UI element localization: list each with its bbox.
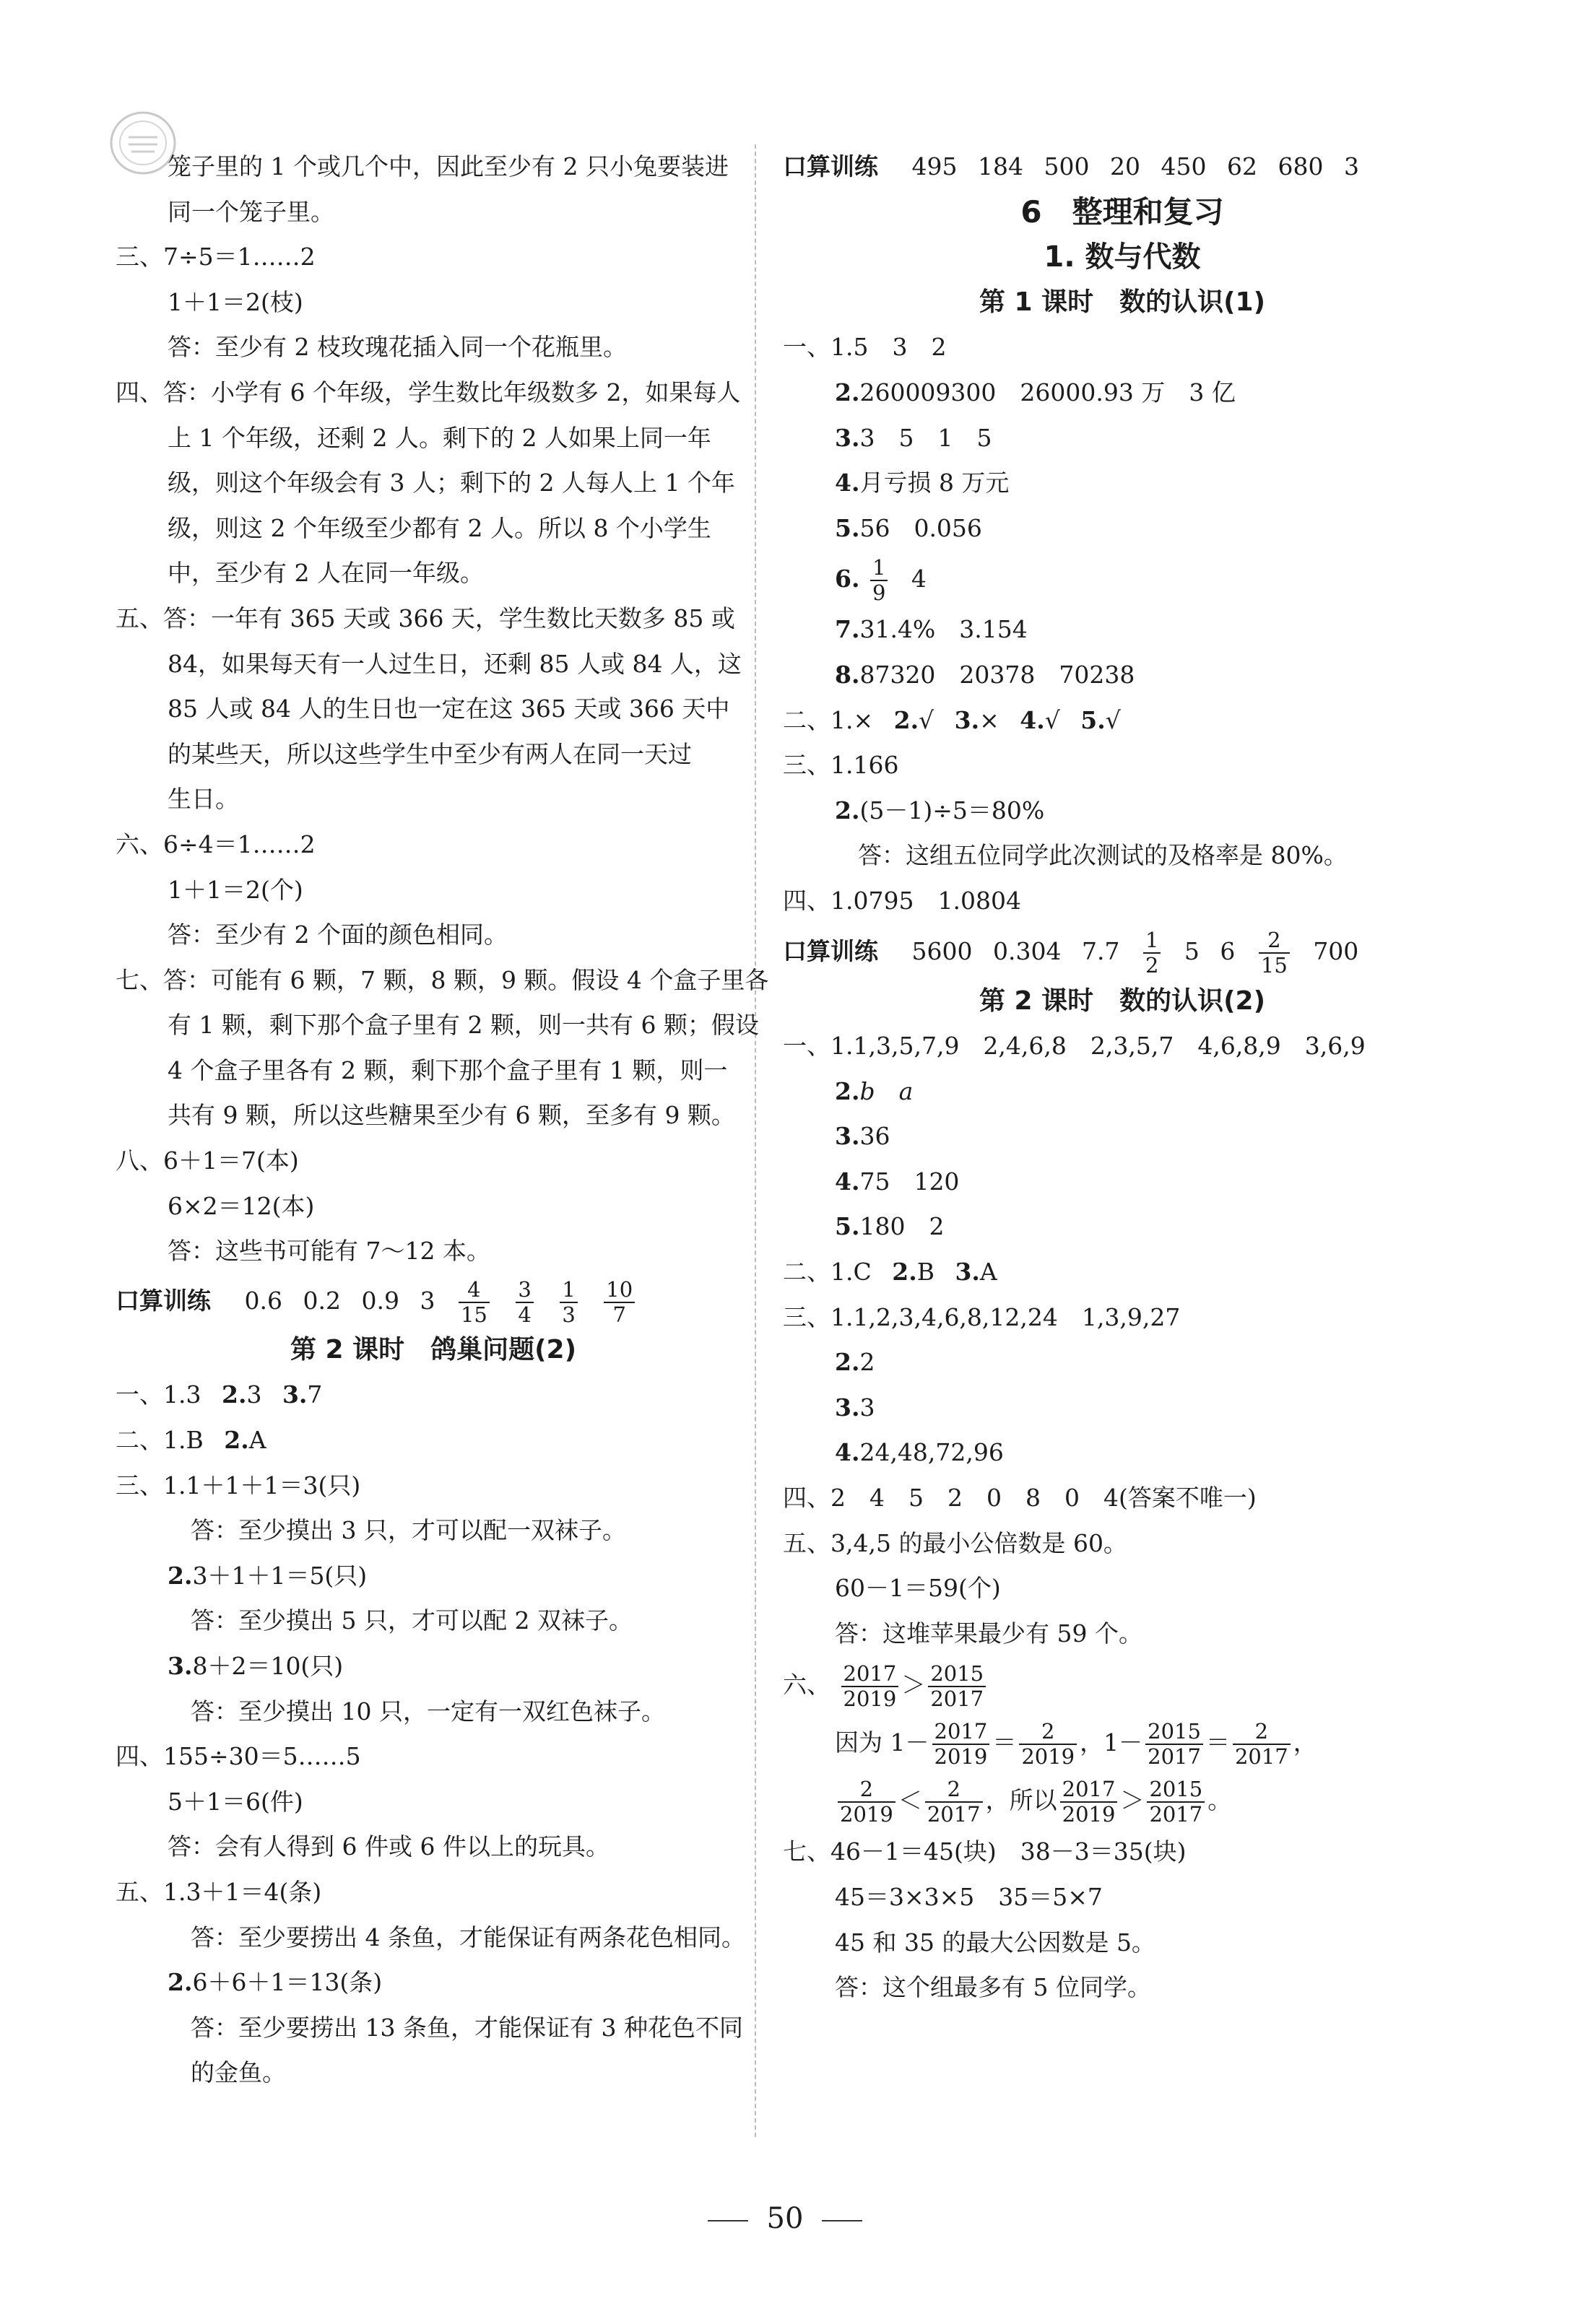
lesson-heading: 第 1 课时 数的认识(1)	[979, 287, 1266, 317]
oral-training-label: 口算训练	[783, 936, 878, 965]
answer-line: 共有 9 颗，所以这些糖果至少有 6 颗，至多有 9 颗。	[168, 1101, 735, 1130]
answer-line: 同一个笼子里。	[168, 197, 334, 226]
answer-line: 级，则这 2 个年级至少都有 2 人。所以 8 个小学生	[168, 513, 711, 542]
fraction: $\frac{10}{7}$	[604, 1279, 635, 1326]
answer-line: 答：会有人得到 6 件或 6 件以上的玩具。	[168, 1832, 610, 1861]
answer-line: 四、答：小学有 6 个年级，学生数比年级数多 2，如果每人	[116, 378, 741, 406]
answer-line: 四、1.0795 1.0804	[783, 886, 1021, 915]
answer-line: 答：这些书可能有 7～12 本。	[168, 1237, 490, 1266]
answer-line: 一、1.3 2.3 3.7	[116, 1380, 323, 1409]
left-column	[116, 144, 769, 2096]
answer-line: 六、6÷4＝1……2	[116, 830, 316, 858]
answer-line: 因为 1－ $\frac{2017}{2019}$ ＝ $\frac{2}{2019}$ ，1－ $\frac{2015}{2017}$ ＝ $\frac{2}{2017}$ ，	[835, 1719, 1317, 1770]
fraction: $\frac{2}{15}$	[1259, 930, 1290, 976]
answer-line: 3.36	[835, 1122, 890, 1151]
answer-line: 答：至少要捞出 4 条鱼，才能保证有两条花色相同。	[191, 1923, 745, 1951]
answer-line: 2.b a	[835, 1076, 914, 1105]
lesson-heading: 第 2 课时 数的认识(2)	[979, 985, 1266, 1016]
answer-line: 三、7÷5＝1……2	[116, 243, 316, 271]
answer-line: 生日。	[168, 785, 239, 814]
answer-line: 中，至少有 2 人在同一年级。	[168, 559, 484, 588]
answer-line: 级，则这个年级会有 3 人；剩下的 2 人每人上 1 个年	[168, 469, 735, 497]
answer-line: 五、3,4,5 的最小公倍数是 60。	[783, 1528, 1127, 1557]
answer-line: 答：这组五位同学此次测试的及格率是 80%。	[858, 841, 1348, 870]
answer-line: 答：至少有 2 个面的颜色相同。	[168, 921, 508, 949]
answer-line: 84，如果每天有一人过生日，还剩 85 人或 84 人，这	[168, 649, 742, 678]
fraction: $\frac{1}{3}$	[560, 1279, 577, 1326]
answer-line: 答：至少摸出 3 只，才可以配一双袜子。	[191, 1516, 626, 1545]
fraction: $\frac{2015}{2017}$	[928, 1663, 986, 1710]
answer-line: 答：这个组最多有 5 位同学。	[835, 1973, 1151, 2002]
answer-line: 二、1.C 2.B 3.A	[783, 1258, 997, 1287]
lesson-heading: 第 2 课时 鸽巢问题(2)	[290, 1334, 577, 1365]
answer-line: 五、1.3＋1＝4(条)	[116, 1877, 322, 1906]
answer-line: 5＋1＝6(件)	[168, 1787, 303, 1816]
answer-line: 四、155÷30＝5……5	[116, 1742, 361, 1771]
oral-training-row: 口算训练 5600 0.304 7.7 $\frac{1}{2}$ 5 6 $\frac{2}{15}$ 700	[783, 927, 1359, 978]
answer-line: 4.24,48,72,96	[835, 1438, 1004, 1467]
answer-line: 4.月亏损 8 万元	[835, 469, 1010, 497]
answer-line: $\frac{2}{2019}$ ＜ $\frac{2}{2017}$ ，所以 $\frac{2017}{2019}$ ＞ $\frac{2015}{2017}$ 。	[783, 1772, 1462, 1829]
answer-line: 5.56 0.056	[835, 513, 982, 542]
answer-line: 笼子里的 1 个或几个中，因此至少有 2 只小兔要装进	[168, 152, 729, 180]
answer-line: 6. $\frac{1}{9}$ 4	[835, 555, 927, 606]
answer-line: 一、1.1,3,5,7,9 2,4,6,8 2,3,5,7 4,6,8,9 3,6,9	[783, 1032, 1366, 1061]
answer-line: 1＋1＝2(个)	[168, 875, 303, 904]
answer-line: 2.3＋1＋1＝5(只)	[168, 1561, 368, 1590]
fraction: $\frac{1}{9}$	[870, 557, 888, 604]
page-number: 50	[0, 2202, 1570, 2235]
fraction: $\frac{2015}{2017}$	[1145, 1721, 1203, 1767]
oral-value: 0.6	[244, 1286, 282, 1315]
fraction: $\frac{2}{2019}$	[838, 1779, 895, 1825]
answer-line: 2.(5－1)÷5＝80%	[835, 796, 1045, 824]
oral-training-row	[116, 1274, 751, 1328]
answer-line: 答：至少摸出 10 只，一定有一双红色袜子。	[191, 1697, 665, 1725]
answer-line: 2.2	[835, 1348, 875, 1377]
answer-line: 三、1.1＋1＋1＝3(只)	[116, 1471, 361, 1500]
answer-line: 有 1 颗，剩下那个盒子里有 2 颗，则一共有 6 颗；假设	[168, 1011, 759, 1040]
oral-training-row: 口算训练 495 184 500 20 450 62 680 3	[783, 152, 1359, 180]
answer-line: 1＋1＝2(枝)	[168, 287, 303, 316]
answer-line: 三、1.1,2,3,4,6,8,12,24 1,3,9,27	[783, 1302, 1181, 1331]
answer-line: 45＝3×3×5 35＝5×7	[835, 1883, 1103, 1911]
answer-line: 七、答：可能有 6 颗，7 颗，8 颗，9 颗。假设 4 个盒子里各	[116, 965, 769, 994]
answer-line: 2.6＋6＋1＝13(条)	[168, 1968, 383, 1997]
answer-line: 二、1.B 2.A	[116, 1426, 266, 1455]
answer-line: 答：这堆苹果最少有 59 个。	[835, 1619, 1142, 1648]
right-column	[783, 144, 1462, 2011]
fraction: $\frac{1}{2}$	[1143, 930, 1161, 976]
answer-line: 5.180 2	[835, 1212, 945, 1241]
oral-value: 0.9	[361, 1286, 399, 1315]
answer-line: 4.75 120	[835, 1167, 960, 1196]
answer-line: 六、 $\frac{2017}{2019}$ ＞ $\frac{2015}{2017}$	[783, 1656, 1462, 1714]
answer-line: 二、1.× 2.√ 3.× 4.√ 5.√	[783, 705, 1121, 734]
answer-line: 八、6＋1＝7(本)	[116, 1146, 299, 1175]
oral-value: 0.2	[303, 1286, 341, 1315]
answer-line: 一、1.5 3 2	[783, 333, 947, 362]
fraction: $\frac{3}{4}$	[516, 1279, 533, 1326]
answer-line: 答：至少摸出 5 只，才可以配 2 双袜子。	[191, 1606, 633, 1635]
chapter-title: 6 整理和复习	[1020, 193, 1224, 230]
answer-line: 的某些天，所以这些学生中至少有两人在同一天过	[168, 739, 692, 768]
answer-line: 6×2＝12(本)	[168, 1191, 315, 1220]
answer-line: 85 人或 84 人的生日也一定在这 365 天或 366 天中	[168, 695, 730, 723]
answer-line: 45 和 35 的最大公因数是 5。	[835, 1928, 1155, 1957]
section-title: 1. 数与代数	[1044, 240, 1201, 274]
answer-line: 答：至少有 2 枝玫瑰花插入同一个花瓶里。	[168, 333, 627, 362]
answer-line: 答：至少要捞出 13 条鱼，才能保证有 3 种花色不同	[191, 2013, 743, 2042]
fraction: $\frac{2}{2017}$	[1233, 1721, 1291, 1767]
answer-line: 3.3	[835, 1393, 875, 1422]
answer-line: 7.31.4% 3.154	[835, 615, 1028, 644]
oral-training-label: 口算训练	[783, 152, 878, 180]
answer-line: 三、1.166	[783, 751, 899, 780]
fraction: $\frac{2}{2017}$	[925, 1779, 983, 1825]
answer-line: 四、2 4 5 2 0 8 0 4(答案不唯一)	[783, 1484, 1257, 1513]
answer-line: 3.3 5 1 5	[835, 423, 992, 452]
answer-line: 60－1＝59(个)	[835, 1574, 1001, 1603]
oral-value: 3	[420, 1286, 435, 1315]
answer-line: 七、46－1＝45(块) 38－3＝35(块)	[783, 1837, 1187, 1866]
answer-line: 8.87320 20378 70238	[835, 660, 1135, 689]
fraction: $\frac{2017}{2019}$	[932, 1721, 990, 1767]
answer-line: 的金鱼。	[191, 2058, 286, 2087]
fraction: $\frac{2017}{2019}$	[841, 1663, 899, 1710]
answer-line: 上 1 个年级，还剩 2 人。剩下的 2 人如果上同一年	[168, 423, 711, 452]
fraction: $\frac{2017}{2019}$	[1060, 1779, 1118, 1825]
fraction: $\frac{2}{2019}$	[1019, 1721, 1077, 1767]
column-divider	[755, 144, 756, 2137]
fraction: $\frac{4}{15}$	[459, 1279, 490, 1326]
answer-line: 4 个盒子里各有 2 颗，剩下那个盒子里有 1 颗，则一	[168, 1056, 728, 1084]
fraction: $\frac{2015}{2017}$	[1147, 1779, 1205, 1825]
answer-line: 五、答：一年有 365 天或 366 天，学生数比天数多 85 或	[116, 604, 735, 632]
answer-line: 2.260009300 26000.93 万 3 亿	[835, 378, 1236, 406]
answer-line: 3.8＋2＝10(只)	[168, 1652, 344, 1680]
oral-training-label: 口算训练	[116, 1286, 211, 1315]
